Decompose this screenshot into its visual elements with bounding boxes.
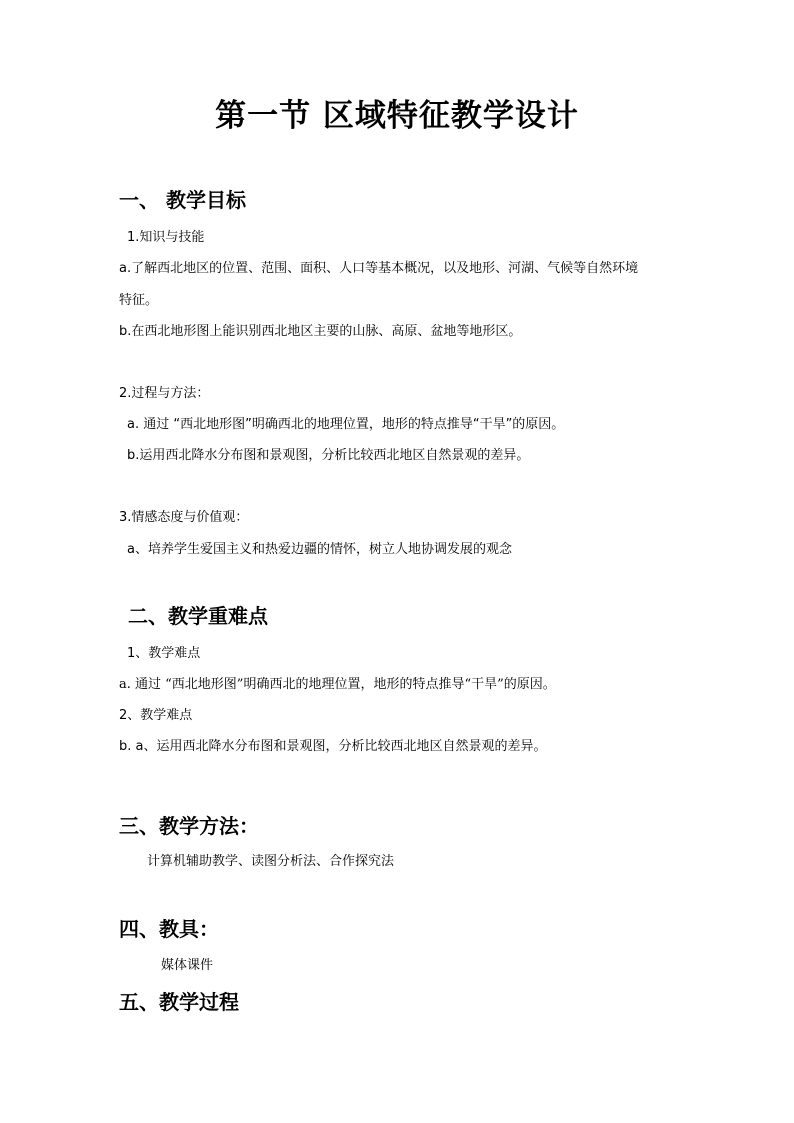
- paragraph: 媒体课件: [161, 958, 214, 973]
- section-heading-process: 五、教学过程: [119, 990, 239, 1014]
- paragraph: 1.知识与技能: [127, 230, 205, 245]
- paragraph: 计算机辅助教学、读图分析法、合作探究法: [147, 854, 395, 869]
- paragraph: 3.情感态度与价值观：: [119, 510, 249, 525]
- section-heading-methods: 三、教学方法：: [119, 814, 259, 838]
- paragraph: b. a、运用西北降水分布图和景观图，分析比较西北地区自然景观的差异。: [119, 739, 547, 754]
- section-heading-objectives: 一、 教学目标: [119, 188, 246, 212]
- paragraph: a. 通过 “西北地形图”明确西北的地理位置，地形的特点推导“干旱”的原因。: [119, 677, 556, 692]
- paragraph: b.在西北地形图上能识别西北地区主要的山脉、高原、盆地等地形区。: [119, 324, 522, 339]
- paragraph: 2、教学难点: [119, 708, 193, 723]
- paragraph: b.运用西北降水分布图和景观图，分析比较西北地区自然景观的差异。: [127, 448, 530, 463]
- paragraph: 特征。: [119, 293, 159, 308]
- paragraph: a、培养学生爱国主义和热爱边疆的情怀，树立人地协调发展的观念: [127, 542, 512, 557]
- section-heading-teaching-aids: 四、教具：: [119, 917, 219, 941]
- paragraph: a. 通过 “西北地形图”明确西北的地理位置，地形的特点推导“干旱”的原因。: [127, 417, 565, 432]
- section-heading-key-points: 二、教学重难点: [128, 604, 268, 628]
- paragraph: 2.过程与方法：: [119, 386, 210, 401]
- document-title: 第一节 区域特征教学设计: [215, 98, 579, 134]
- paragraph: a.了解西北地区的位置、范围、面积、人口等基本概况，以及地形、河湖、气候等自然环境: [119, 261, 639, 276]
- paragraph: 1、教学难点: [127, 646, 201, 661]
